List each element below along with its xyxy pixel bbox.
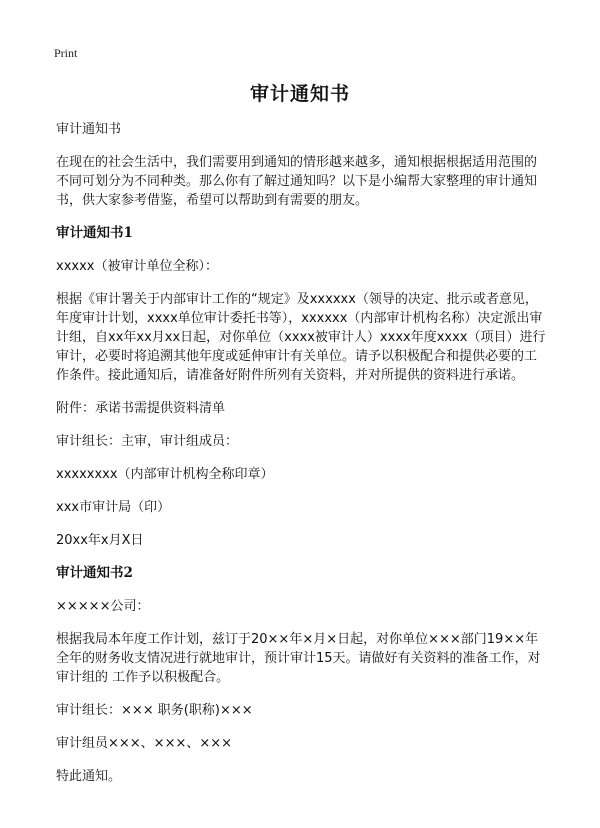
page-title: 审计通知书 [249,83,350,105]
section1-date: 20xx年x月X日 [56,533,144,548]
intro-paragraph: 在现在的社会生活中，我们需要用到通知的情形越来越多，通知根据根据适用范围的不同可划分为不同种类。那么你有了解过通知吗？以下是小编帮大家整理的审计通知书，供大家参考借鉴，希望可以帮助到有需要的朋友。 [56,155,538,208]
section1-stamp: xxxxxxxx（内部审计机构全称印章） [56,467,274,482]
section2-leader: 审计组长：××× 职务(职称)××× [56,703,253,718]
print-link[interactable]: Print [54,46,78,60]
section1-heading: 审计通知书1 [56,225,133,241]
section1-attachment: 附件：承诺书需提供资料清单 [56,401,226,416]
section1-salutation: xxxxx（被审计单位全称）： [56,259,218,274]
document-body [56,120,546,800]
section1-team: 审计组长：主审，审计组成员： [56,434,239,449]
section2-heading: 审计通知书2 [56,565,133,581]
section2-body: 根据我局本年度工作计划，兹订于20××年×月×日起，对你单位×××部门19××年全年的财务收支情况进行就地审计，预计审计15天。请做好有关资料的准备工作，对审计组的 工作予以积极配合。 [56,632,541,685]
section2-closing: 特此通知。 [56,769,122,784]
section1-authority: xxx市审计局（印） [56,500,171,515]
section1-body: 根据《审计署关于内部审计工作的“规定》及xxxxxx（领导的决定、批示或者意见，年度审计计划，xxxx单位审计委托书等），xxxxxx（内部审计机构名称）决定派出审计组，自xx年xx月xx日起，对你单位（xxxx被审计人）xxxx年度xxxx（项目）进行审计，必要时将追溯其他年度或延伸审计有关单位。请予以积极配合和提供必要的工作条件。接此通知后，请准备好附件所列有关资料，并对所提供的资料进行承诺。 [56,292,546,383]
intro-heading: 审计通知书 [56,122,122,137]
section2-members: 审计组员×××、×××、××× [56,736,233,751]
section2-salutation: ×××××公司： [56,599,150,614]
